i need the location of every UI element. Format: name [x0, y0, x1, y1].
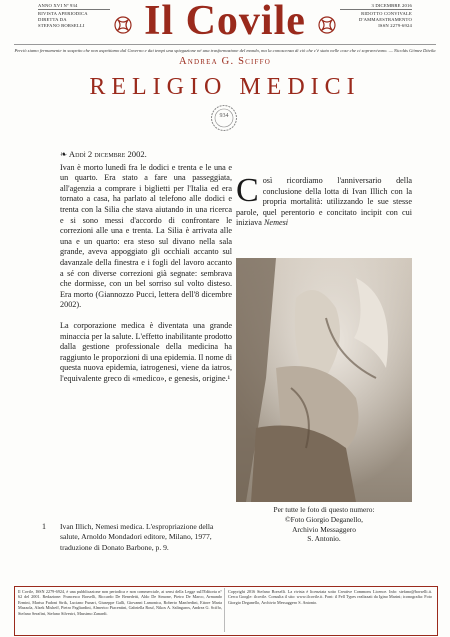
dateline-text: Addì 2 dicembre 2002.: [68, 149, 147, 159]
masthead-left-line: RIVISTA APERIODICA: [38, 11, 88, 16]
masthead-left-info: [38, 3, 110, 29]
left-column: [60, 149, 232, 387]
fleuron-icon: ❧: [60, 149, 69, 159]
issue-number: ANNO XVI Nº 934: [38, 3, 110, 10]
colophon-right: Copyright 2016 Stefano Borselli. La rivista è licenziata sotto Creative Commons Licence. Info: stefano@borselli.it. Cerca Google: ilcovile. Consulta il sito: www.ilcovile.it. Font: il Fell Types realizzati da Igino Marini; iconografia: Foto Giorgio Deganello, Archivio Messaggero S. Antonio.: [228, 589, 432, 605]
dateline: [60, 149, 232, 160]
paragraph: Ivan è morto lunedì fra le dodici e trenta e le una e un quarto. Era stato a fare una passeggiata, all'agenzia a comprare i biglietti per l'Italia ed era tornato a casa, ha parlato al telefono alle dodici e trenta con la Silia che stava aiutando in una ricerca e si sono messi d'accordo di confrontare le correzioni alle una e trenta. La Silia è arrivata alle una e un quarto: era steso sul divano nella sala grande, aveva appoggiato gli occhiali accanto sul davanzale della finestra e i fogli del lavoro accanto a sé con diverse correzioni già segnate: sembrava che dormisse, con un bel sorriso sul volto disteso. Era morto (Giannozzo Pucci, lettera dell'8 dicembre 2002).: [60, 162, 232, 310]
drop-cap: C: [236, 172, 259, 209]
colophon-divider: [224, 588, 225, 632]
caption-line: Archivio Messaggero: [292, 524, 356, 534]
intro-text: osì ricordiamo l'anniversario della conclusione della lotta di Ivan Illich con la propria mortalità: utilizzando le sue stesse parole, quel perentorio e concitato incipit con cui iniziava: [236, 176, 412, 228]
sculpture-photo: [236, 258, 412, 502]
caption-line: Per tutte le foto di questo numero:: [273, 505, 375, 514]
footnote-number: 1: [42, 522, 46, 531]
article-headline: RELIGIO MEDICI: [89, 74, 361, 100]
masthead-left-line: DIRETTA DA: [38, 17, 67, 22]
masthead-rule: [14, 44, 436, 45]
colophon-left: Il Covile, ISSN 2279-6924, è una pubblicazione non periodica e non commerciale, ai sensi della Legge sull'Editoria n° 62 del 2001. Redazione: Francesco Borselli, Riccardo De Benedetti, Aldo De Simone, Pietro De Marco, Armando Ermini, Marisa Fadoni Strik, Luciano Funari, Giuseppe Galli, Giovanni Lamonica, Roberto Manfredini, Ettore Maria Mazzola, Alzek Misheff, Pietro Pagliardini, Almerico Piacentini, Gabriella Rouf, Nikos A. Salingaros, Andrea G. Sciffo, Stefano Serafini, Stefano Silvestri, Massimo Zanardi.: [18, 589, 222, 616]
knot-ornament-right-icon: [316, 14, 338, 36]
caption-line: ©Foto Giorgio Deganello,: [285, 514, 363, 524]
article-author: Andrea G. Sciffo: [178, 56, 272, 67]
masthead-right-info: [340, 3, 412, 29]
issn: ISSN 2279-6924: [378, 23, 412, 28]
intro-title: Nemesi: [263, 218, 289, 228]
editor-name: STEFANO BORSELLI: [38, 23, 85, 28]
right-column: [236, 172, 412, 229]
seal-number: 934: [219, 113, 229, 119]
paragraph: La corporazione medica è diventata una grande minaccia per la salute. L'effetto inabilitante prodotto dalla gestione professionale della medicina ha raggiunto le proporzioni di una epidemia. Il nome di questa nuova epidemia, iatrogenesi, viene da iatros, l'equivalente greco di «medico», e genesis, origine.¹: [60, 320, 232, 383]
masthead-title: Il Covile: [144, 0, 306, 44]
caption-line: S. Antonio.: [307, 534, 341, 544]
masthead-tagline: Perciò siamo fermamente in sospetto che non aspettiamo dal Governo e dai tempi una spiegazione né una trasformazione del mondo, ma la conoscenza di ciò che c'è stato nelle cose che ci sopravvivano. — Nicolás Gómez Dávila: [14, 48, 436, 53]
footnote: Ivan Illich, Nemesi medica. L'espropriazione della salute, Arnoldo Mondadori editore, Milano, 1977, traduzione di Donato Barbone, p. 9.: [60, 522, 214, 552]
issue-date: 3 DICEMBRE 2016: [340, 3, 412, 10]
masthead-right-line: RIDOTTO CONVIVALE: [361, 11, 412, 16]
photo-caption: [236, 505, 412, 544]
masthead-right-line: D'AMMAESTRAMENTO: [359, 17, 412, 22]
issue-seal: [210, 104, 238, 132]
